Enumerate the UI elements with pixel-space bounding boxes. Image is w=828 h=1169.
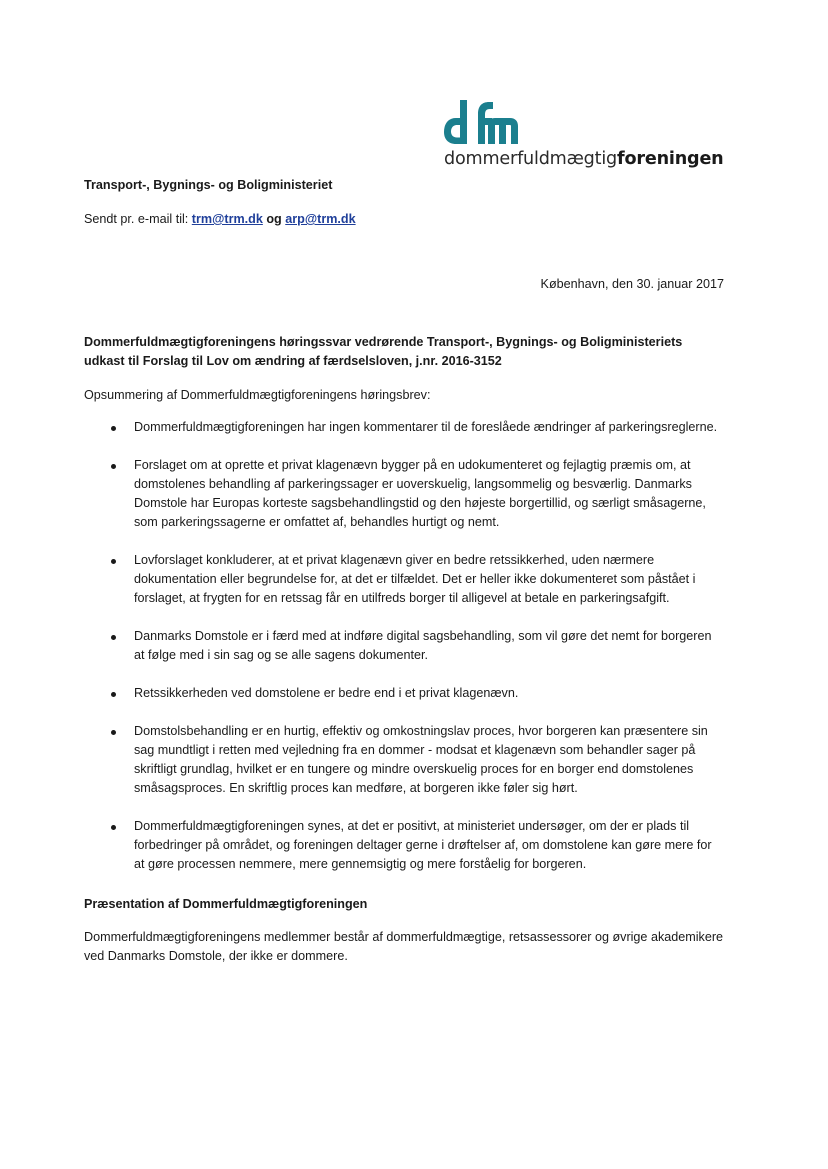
email-link-trm[interactable]: trm@trm.dk — [191, 212, 263, 226]
bullet-icon — [111, 426, 116, 431]
list-item — [84, 418, 724, 437]
list-item — [84, 722, 724, 798]
list-item — [84, 551, 724, 608]
sent-prefix: Sendt pr. e-mail til: — [84, 212, 189, 226]
section-body: Dommerfuldmægtigforeningens medlemmer består af dommerfuldmægtige, retsassessorer og øvrige akademikere ved Danmarks Domstole, der ikke er dommere. — [84, 930, 724, 963]
recipient: Transport-, Bygnings- og Boligministeriet — [84, 178, 333, 192]
list-item — [84, 684, 724, 703]
letter-date: København, den 30. januar 2017 — [540, 277, 724, 291]
dfm-logo-mark — [444, 100, 518, 144]
summary-list — [84, 418, 724, 893]
bullet-icon — [111, 559, 116, 564]
logo-wordmark-regular: dommerfuldmægtig — [444, 149, 618, 169]
list-item-text: Domstolsbehandling er en hurtig, effektiv og omkostningslav proces, hvor borgeren kan præsentere sin sag mundtligt i retten med vejledning fra en dommer - modsat et klagenævn som behandler sager på skriftligt grundlag, hvilket er en tungere og mindre overskuelig proces for en borger end domstolenes småsagsproces. En skriftlig proces kan medføre, at borgeren ikke føler sig hørt. — [134, 724, 708, 795]
bullet-icon — [111, 825, 116, 830]
list-item-text: Forslaget om at oprette et privat klagenævn bygger på en udokumenteret og fejlagtig præmis om, at domstolenes behandling af parkeringssager er uoverskuelig, langsommelig og besværlig. Danmarks Domstole har Europas korteste sagsbehandlingstid og den højeste borgertillid, og særligt småsagerne, som parkeringssagerne er omfattet af, behandles hurtigt og nemt. — [134, 458, 706, 529]
list-item-text: Dommerfuldmægtigforeningen har ingen kommentarer til de foreslåede ændringer af parkeringsreglerne. — [134, 420, 718, 434]
list-item-text: Lovforslaget konkluderer, at et privat klagenævn giver en bedre retssikkerhed, uden nærmere dokumentation eller begrundelse for, at det er tilfældet. Det er heller ikke dokumenteret som påstået i forslaget, at frygten for en retssag får en utilfreds borger til alligevel at betale en parkeringsafgift. — [134, 553, 696, 605]
email-link-arp[interactable]: arp@trm.dk — [285, 212, 356, 226]
bullet-icon — [111, 730, 116, 735]
list-item — [84, 456, 724, 532]
sent-connector: og — [266, 212, 282, 226]
list-item-text: Danmarks Domstole er i færd med at indføre digital sagsbehandling, som vil gøre det nemt for borgeren at følge med i sin sag og se alle sagens dokumenter. — [134, 629, 712, 662]
bullet-icon — [111, 692, 116, 697]
sent-by-email-line — [84, 212, 356, 226]
organization-logo — [444, 100, 734, 169]
section-heading: Præsentation af Dommerfuldmægtigforeningen — [84, 897, 368, 911]
logo-wordmark-bold: foreningen — [617, 149, 724, 169]
letter-subject: Dommerfuldmægtigforeningens høringssvar vedrørende Transport-, Bygnings- og Boligministeriets udkast til Forslag til Lov om ændring af færdselsloven, j.nr. 2016-3152 — [84, 335, 683, 368]
summary-heading: Opsummering af Dommerfuldmægtigforeningens høringsbrev: — [84, 388, 431, 402]
list-item — [84, 627, 724, 665]
logo-wordmark — [444, 149, 724, 169]
list-item-text: Dommerfuldmægtigforeningen synes, at det er positivt, at ministeriet undersøger, om der er plads til forbedringer på området, og foreningen deltager gerne i drøftelser af, om domstolene kan gøre mere for at gøre processen nemmere, mere gennemsigtig og mere forståelig for borgeren. — [134, 819, 712, 871]
bullet-icon — [111, 635, 116, 640]
list-item — [84, 817, 724, 874]
bullet-icon — [111, 464, 116, 469]
list-item-text: Retssikkerheden ved domstolene er bedre end i et privat klagenævn. — [134, 686, 519, 700]
